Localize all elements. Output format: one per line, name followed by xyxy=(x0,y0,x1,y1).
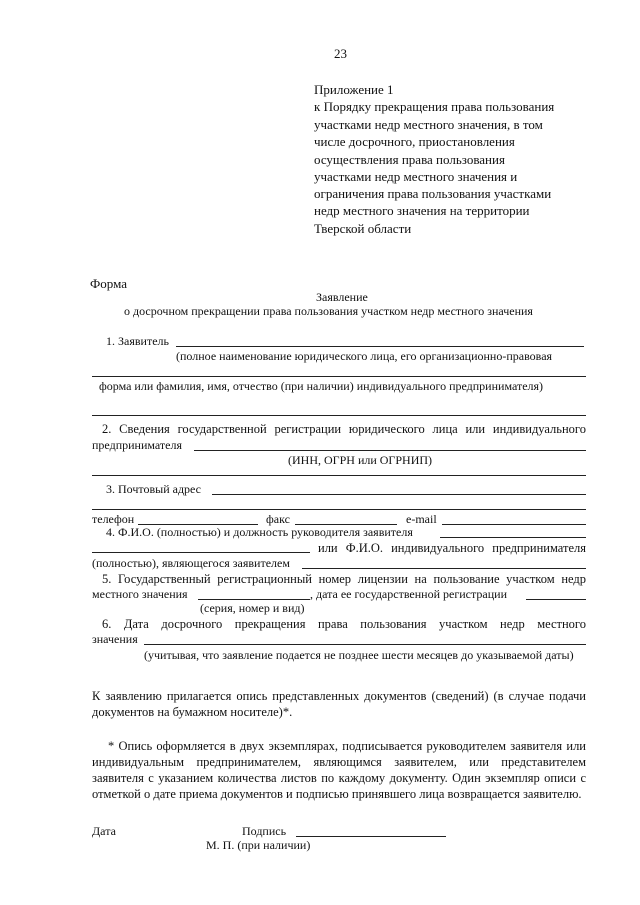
signature-label: Подпись xyxy=(242,824,287,838)
head-label: 4. Ф.И.О. (полностью) и должность руководителя заявителя xyxy=(106,525,413,539)
appendix-line: Тверской области xyxy=(314,221,412,236)
postal-input-line-2[interactable] xyxy=(92,509,586,510)
seal-label: М. П. (при наличии) xyxy=(206,838,311,852)
head-applicant-input-line[interactable] xyxy=(302,568,586,569)
date-label: 6. Дата досрочного прекращения права пользования участком недр местного xyxy=(102,617,586,631)
appendix-title: Приложение 1 xyxy=(314,82,394,97)
registration-input-line-2[interactable] xyxy=(92,475,586,476)
appendix-line: числе досрочного, приостановления xyxy=(314,134,515,149)
head-input-line-2[interactable] xyxy=(92,552,310,553)
registration-label: 2. Сведения государственной регистрации юридического лица или индивидуального xyxy=(102,422,586,436)
attachment-note: К заявлению прилагается опись представленных документов (сведений) (в случае подачи документов на бумажном носителе)*. xyxy=(92,689,586,719)
date-hint: (учитывая, что заявление подается не позднее шести месяцев до указываемой даты) xyxy=(144,648,574,662)
date-sign-label: Дата xyxy=(92,824,116,838)
appendix-line: недр местного значения на территории xyxy=(314,203,530,218)
appendix-line: участками недр местного значения, в том xyxy=(314,117,543,132)
registration-hint: (ИНН, ОГРН или ОГРНИП) xyxy=(288,453,433,467)
postal-input-line[interactable] xyxy=(212,494,586,495)
footnote: * Опись оформляется в двух экземплярах, подписывается руководителем заявителя или индивидуальным предпринимателем, являющимся заявителем, или представителем заявителя с указанием количества листов по каждому документу. Один экземпляр описи с отметкой о дате приема документов и подписью принявшего лица возвращается заявителю. xyxy=(92,739,586,801)
license-date-input-line[interactable] xyxy=(526,599,586,600)
appendix-line: участками недр местного значения и xyxy=(314,169,518,184)
head-input-line[interactable] xyxy=(440,537,586,538)
license-label-2: местного значения xyxy=(92,587,188,601)
registration-input-line[interactable] xyxy=(194,450,586,451)
date-label-2: значения xyxy=(92,632,138,646)
signature-input-line[interactable] xyxy=(296,836,446,837)
registration-label-2: предпринимателя xyxy=(92,438,182,452)
appendix-line: осуществления права пользования xyxy=(314,152,505,167)
application-title: Заявление xyxy=(316,290,368,304)
email-input-line[interactable] xyxy=(442,524,586,525)
license-label: 5. Государственный регистрационный номер лицензии на пользование участком недр xyxy=(102,572,586,586)
form-label: Форма xyxy=(90,276,127,291)
head-or-label: или Ф.И.О. индивидуального предпринимателя xyxy=(318,541,586,555)
applicant-input-line-2[interactable] xyxy=(92,376,586,377)
applicant-input-line-3[interactable] xyxy=(92,415,586,416)
postal-label: 3. Почтовый адрес xyxy=(106,482,202,496)
appendix-line: ограничения права пользования участками xyxy=(314,186,552,201)
fax-label: факс xyxy=(266,512,290,526)
applicant-hint: (полное наименование юридического лица, его организационно-правовая xyxy=(176,349,553,363)
head-applicant-label: (полностью), являющегося заявителем xyxy=(92,556,290,570)
license-hint: (серия, номер и вид) xyxy=(200,601,305,615)
license-date-label: , дата ее государственной регистрации xyxy=(310,587,507,601)
email-label: e-mail xyxy=(406,512,437,526)
applicant-input-line[interactable] xyxy=(176,346,584,347)
page-number: 23 xyxy=(334,46,347,61)
date-input-line[interactable] xyxy=(144,644,586,645)
appendix-line: к Порядку прекращения права пользования xyxy=(314,99,555,114)
phone-label: телефон xyxy=(92,512,135,526)
license-number-input-line[interactable] xyxy=(198,599,310,600)
applicant-label: 1. Заявитель xyxy=(106,334,169,348)
application-subtitle: о досрочном прекращении права пользования участком недр местного значения xyxy=(124,304,533,318)
applicant-hint-2: форма или фамилия, имя, отчество (при наличии) индивидуального предпринимателя) xyxy=(99,379,544,393)
